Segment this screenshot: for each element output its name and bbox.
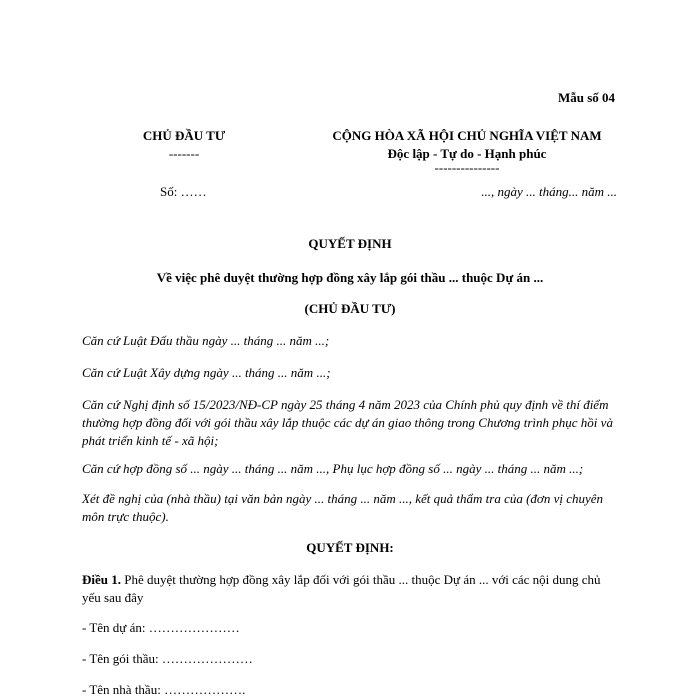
legal-basis-2: Căn cứ Luật Xây dựng ngày ... tháng ... năm ...; bbox=[82, 365, 331, 380]
decision-issuer: (CHỦ ĐẦU TƯ) bbox=[304, 301, 396, 316]
article-1-text: Phê duyệt thường hợp đồng xây lắp đối với gói thầu ... thuộc Dự án ... với các nội dung chủ yếu sau đây bbox=[82, 572, 601, 605]
item-contractor-name: - Tên nhà thầu: ………………. bbox=[82, 682, 246, 697]
decision-subject: Về việc phê duyệt thường hợp đồng xây lắp gói thầu ... thuộc Dự án ... bbox=[156, 270, 544, 285]
legal-basis-1: Căn cứ Luật Đấu thầu ngày ... tháng ... năm ...; bbox=[82, 333, 330, 348]
item-project-name: - Tên dự án: ………………… bbox=[82, 620, 240, 635]
document-date: ..., ngày ... tháng... năm ... bbox=[481, 184, 617, 199]
decision-heading: QUYẾT ĐỊNH: bbox=[306, 540, 394, 555]
document-number: Số: …… bbox=[160, 184, 207, 199]
item-package-name: - Tên gói thầu: ………………… bbox=[82, 651, 253, 666]
form-number: Mẫu số 04 bbox=[558, 90, 616, 105]
motto-divider: --------------- bbox=[434, 160, 500, 175]
national-motto: Độc lập - Tự do - Hạnh phúc bbox=[387, 146, 547, 161]
country-name: CỘNG HÒA XÃ HỘI CHỦ NGHĨA VIỆT NAM bbox=[332, 128, 602, 143]
legal-basis-4: Căn cứ hợp đồng số ... ngày ... tháng ... năm ..., Phụ lục hợp đồng số ... ngày ... tháng ... năm ...; bbox=[82, 461, 584, 476]
legal-basis-3: Căn cứ Nghị định số 15/2023/NĐ-CP ngày 25 tháng 4 năm 2023 của Chính phủ quy định về thí điểm thường hợp đồng đối với gói thầu xây lắp thuộc các dự án giao thông trong Chương trình phục hồi và phát triển kinh tế - xã hội; bbox=[82, 397, 613, 448]
decision-title: QUYẾT ĐỊNH bbox=[308, 236, 392, 251]
article-1 bbox=[82, 571, 622, 607]
investor-divider: ------- bbox=[168, 146, 200, 161]
legal-basis-5: Xét đề nghị của (nhà thầu) tại văn bản ngày ... tháng ... năm ..., kết quả thẩm tra của (đơn vị chuyên môn trực thuộc). bbox=[82, 491, 604, 524]
article-1-label: Điều 1. bbox=[82, 572, 121, 587]
investor-heading: CHỦ ĐẦU TƯ bbox=[142, 128, 226, 143]
